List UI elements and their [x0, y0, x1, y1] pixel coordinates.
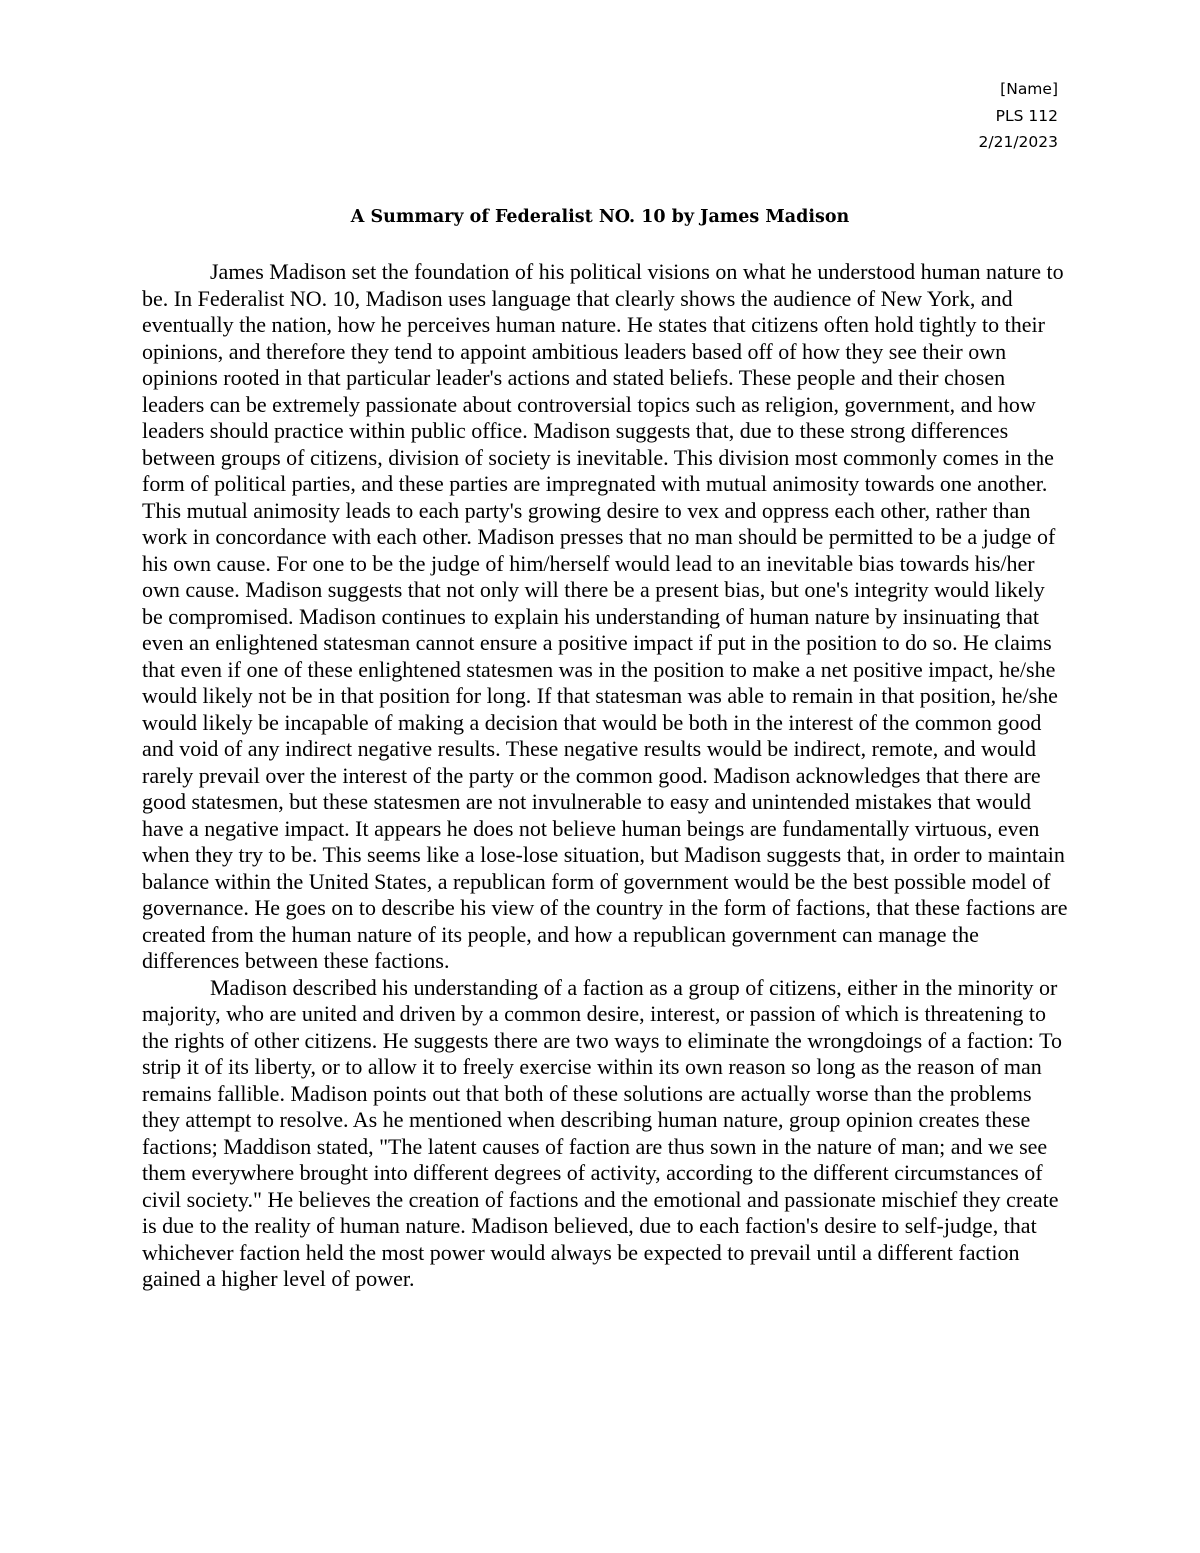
document-body [142, 259, 1070, 1293]
document-title: A Summary of Federalist NO. 10 by James Madison [350, 207, 850, 227]
header-block [979, 76, 1058, 156]
paragraph-1: James Madison set the foundation of his political visions on what he understood human nature to be. In Federalist NO. 10, Madison uses language that clearly shows the audience of New York, and eventually the nation, how he perceives human nature. He states that citizens often hold tightly to their opinions, and therefore they tend to appoint ambitious leaders based off of how they see their own opinions rooted in that particular leader's actions and stated beliefs. These people and their chosen leaders can be extremely passionate about controversial topics such as religion, government, and how leaders should practice within public office. Madison suggests that, due to these strong differences between groups of citizens, division of society is inevitable. This division most commonly comes in the form of political parties, and these parties are impregnated with mutual animosity towards one another. This mutual animosity leads to each party's growing desire to vex and oppress each other, rather than work in concordance with each other. Madison presses that no man should be permitted to be a judge of his own cause. For one to be the judge of him/herself would lead to an inevitable bias towards his/her own cause. Madison suggests that not only will there be a present bias, but one's integrity would likely be compromised. Madison continues to explain his understanding of human nature by insinuating that even an enlightened statesman cannot ensure a positive impact if put in the position to do so. He claims that even if one of these enlightened statesmen was in the position to make a net positive impact, he/she would likely not be in that position for long. If that statesman was able to remain in that position, he/she would likely be incapable of making a decision that would be both in the interest of the common good and void of any indirect negative results. These negative results would be indirect, remote, and would rarely prevail over the interest of the party or the common good. Madison acknowledges that there are good statesmen, but these statesmen are not invulnerable to easy and unintended mistakes that would have a negative impact. It appears he does not believe human beings are fundamentally virtuous, even when they try to be. This seems like a lose-lose situation, but Madison suggests that, in order to maintain balance within the United States, a republican form of government would be the best possible model of governance. He goes on to describe his view of the country in the form of factions, that these factions are created from the human nature of its people, and how a republican government can manage the differences between these factions. [142, 259, 1068, 973]
course-code: PLS 112 [995, 106, 1058, 125]
paragraph-2: Madison described his understanding of a faction as a group of citizens, either in the minority or majority, who are united and driven by a common desire, interest, or passion of which is threatening to the rights of other citizens. He suggests there are two ways to eliminate the wrongdoings of a faction: To strip it of its liberty, or to allow it to freely exercise within its own reason so long as the reason of man remains fallible. Madison points out that both of these solutions are actually worse than the problems they attempt to resolve. As he mentioned when describing human nature, group opinion creates these factions; Maddison stated, "The latent causes of faction are thus sown in the nature of man; and we see them everywhere brought into different degrees of activity, according to the different circumstances of civil society." He believes the creation of factions and the emotional and passionate mischief they create is due to the reality of human nature. Madison believed, due to each faction's desire to self-judge, that whichever faction held the most power would always be expected to prevail until a different faction gained a higher level of power. [142, 974, 1062, 1291]
document-date: 2/21/2023 [978, 133, 1058, 151]
author-name: [Name] [1000, 80, 1058, 98]
